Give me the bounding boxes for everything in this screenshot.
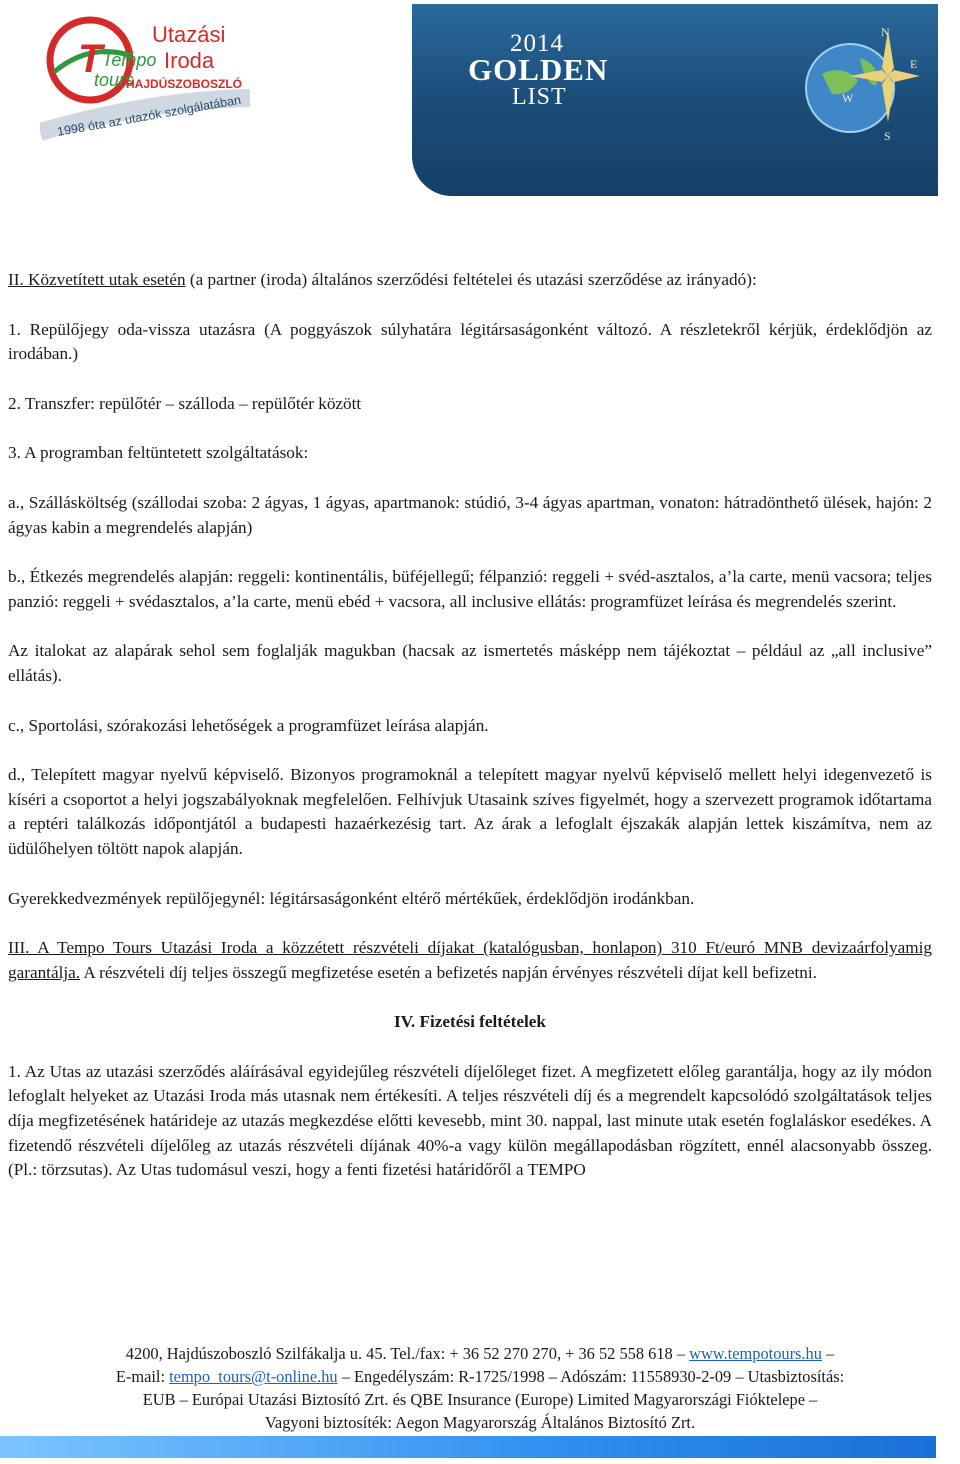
footer-blue-bar bbox=[0, 1436, 936, 1458]
document-body bbox=[8, 268, 932, 1208]
website-link[interactable]: www.tempotours.hu bbox=[689, 1344, 822, 1363]
footer-line-2: E-mail: tempo_tours@t-online.hu – Engedélyszám: R-1725/1998 – Adószám: 11558930-2-09 – Utasbiztosítás: bbox=[115, 1367, 845, 1386]
logo-title-2: Iroda bbox=[164, 48, 215, 73]
golden-list-badge bbox=[412, 4, 938, 196]
svg-text:S: S bbox=[884, 129, 891, 143]
logo-slogan: 1998 óta az utazók szolgálatában bbox=[56, 92, 242, 139]
tempo-tours-logo bbox=[40, 12, 270, 202]
svg-text:E: E bbox=[910, 57, 918, 71]
logo-title-1: Utazási bbox=[152, 22, 226, 47]
svg-text:T: T bbox=[78, 37, 103, 81]
header-banner bbox=[0, 0, 960, 205]
section-3: III. A Tempo Tours Utazási Iroda a közzétett részvételi díjakat (katalógusban, honlapon) 310 Ft/euró MNB devizaárfolyamig garantálja. A részvételi díj teljes összegű megfizetése esetén a befizetés napján érvényes részvételi díjat kell befizetni. bbox=[8, 938, 932, 982]
golden-list-list: LIST bbox=[512, 84, 567, 110]
section-2-intro: II. Közvetített utak esetén (a partner (iroda) általános szerződési feltételei és utazási szerződése az irányadó): bbox=[8, 270, 757, 289]
section-4-item-1: 1. Az Utas az utazási szerződés aláírásával egyidejűleg részvételi díjelőleget fizet. A megfizetett előleg garantálja, hogy az ily módon lefoglalt helyeket az Utazási Iroda más utasnak nem értékesíti. A teljes részvételi díj és a megrendelt kapcsolódó szolgáltatások teljes díja megfizetésének határideje az utazás megkezdése előtti kevesebb, mint 30. nappal, last minute utak esetén foglaláskor esedékes. A fizetendő részvételi díjelőleg az utazás részvételi díjának 40%-a vagy külön megállapodásban rögzített, ennél alacsonyabb összeg. (Pl.: törzsutas). Az Utas tudomásul veszi, hogy a fenti fizetési határidőről a TEMPO bbox=[8, 1061, 932, 1180]
brand-tempo: Tempo bbox=[102, 50, 157, 70]
footer-line-1: 4200, Hajdúszoboszló Szilfákalja u. 45. Tel./fax: + 36 52 270 270, + 36 52 558 618 – www.tempotours.hu – bbox=[125, 1344, 835, 1363]
brand-tours: tours bbox=[94, 70, 135, 90]
item-d: d., Telepített magyar nyelvű képviselő. Bizonyos programoknál a telepített magyar nyelvű képviselő mellett helyi idegenvezető is kíséri a csoportot a helyi jogszabályoknak megfelelően. Felhívjuk Utasaink szíves figyelmét, hogy a szervezett programok időtartama a reptéri találkozás időpontjától a budapesti hazaérkezésig tart. Az árak a lefoglalt éjszakák alapján lettek kiszámítva, nem az üdülőhelyen töltött napok alapján. bbox=[8, 765, 932, 858]
item-c: c., Sportolási, szórakozási lehetőségek a programfüzet leírása alapján. bbox=[8, 715, 489, 735]
item-2: 2. Transzfer: repülőtér – szálloda – repülőtér között bbox=[8, 393, 362, 413]
globe-compass-icon bbox=[802, 24, 922, 144]
footer-line-3: EUB – Európai Utazási Biztosító Zrt. és QBE Insurance (Europe) Limited Magyarországi Fióktelepe – bbox=[142, 1390, 818, 1409]
item-a: a., Szállásköltség (szállodai szoba: 2 ágyas, 1 ágyas, apartmanok: stúdió, 3-4 ágyas apartman, vonaton: hátradönthető ülések, hajón: 2 ágyas kabin a megrendelés alapján) bbox=[8, 492, 932, 537]
tempo-logo-graphic bbox=[40, 12, 270, 202]
item-1: 1. Repülőjegy oda-vissza utazásra (A poggyászok súlyhatára légitársaságonként változó. A részletekről kérjük, érdeklődjön az irodában.) bbox=[8, 319, 932, 364]
item-b: b., Étkezés megrendelés alapján: reggeli: kontinentális, büféjellegű; félpanzió: reggeli + svéd-asztalos, a’la carte, menü vacsora; teljes panzió: reggeli + svédasztalos, a’la carte, menü ebéd + vacsora, all inclusive ellátás: programfüzet leírása és megrendelés szerint. bbox=[8, 567, 932, 611]
section-4-title: IV. Fizetési feltételek bbox=[394, 1012, 546, 1032]
golden-list-year: 2014 bbox=[510, 30, 564, 57]
golden-list-title: GOLDEN bbox=[468, 52, 609, 87]
gyerekkedvezmeny: Gyerekkedvezmények repülőjegynél: légitársaságonként eltérő mértékűek, érdeklődjön irodánkban. bbox=[8, 888, 695, 908]
svg-text:N: N bbox=[881, 25, 890, 39]
footer-line-4: Vagyoni biztosíték: Aegon Magyarország Általános Biztosító Zrt. bbox=[264, 1413, 696, 1432]
italok-note: Az italokat az alapárak sehol sem foglalják magukban (hacsak az ismertetés másképp nem tájékoztat – például az „all inclusive” ellátás). bbox=[8, 641, 932, 685]
email-link[interactable]: tempo_tours@t-online.hu bbox=[169, 1367, 338, 1386]
logo-city: HAJDÚSZOBOSZLÓ bbox=[126, 77, 243, 91]
svg-text:W: W bbox=[842, 91, 854, 105]
item-3: 3. A programban feltüntetett szolgáltatások: bbox=[8, 443, 309, 463]
footer bbox=[0, 1342, 960, 1434]
